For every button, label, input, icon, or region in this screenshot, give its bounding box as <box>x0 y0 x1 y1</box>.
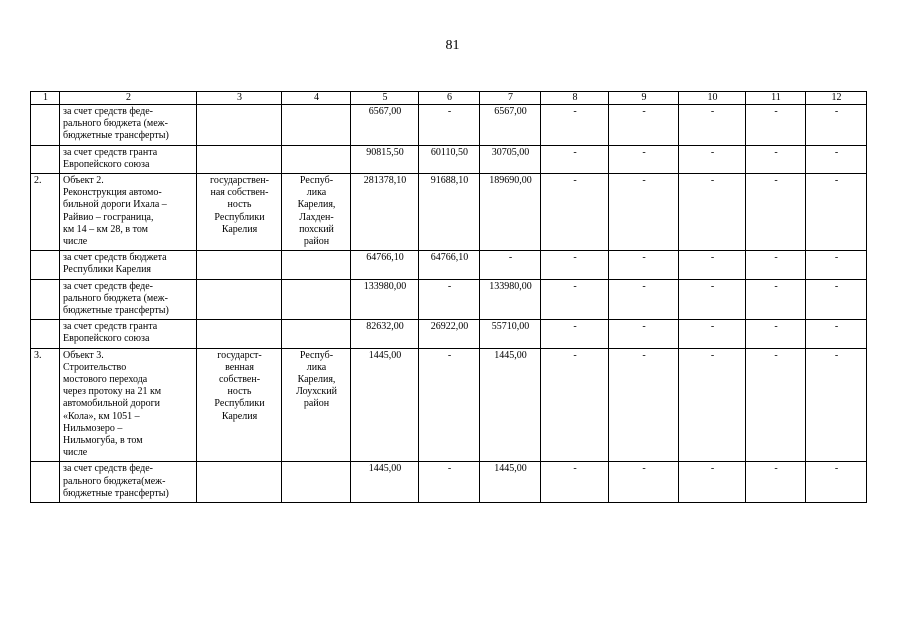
amount-col6-cell: 91688,10 <box>419 174 480 251</box>
amount-col7-cell: 133980,00 <box>480 279 541 320</box>
amount-col7-cell: 189690,00 <box>480 174 541 251</box>
total-amount-cell: 281378,10 <box>351 174 419 251</box>
col11-cell: - <box>746 251 806 279</box>
amount-col7-cell: 30705,00 <box>480 145 541 173</box>
col11-cell: - <box>746 174 806 251</box>
header-cell-12: 12 <box>806 92 867 105</box>
table-row <box>31 462 867 503</box>
location-cell <box>282 462 351 503</box>
item-description-cell: за счет средств бюджета Республики Карелия <box>60 251 197 279</box>
col8-cell: - <box>541 320 609 348</box>
col8-cell: - <box>541 279 609 320</box>
amount-col7-cell: - <box>480 251 541 279</box>
ownership-cell <box>197 251 282 279</box>
ownership-cell <box>197 105 282 146</box>
col10-cell: - <box>679 105 746 146</box>
col10-cell: - <box>679 174 746 251</box>
header-cell-11: 11 <box>746 92 806 105</box>
col10-cell: - <box>679 462 746 503</box>
total-amount-cell: 64766,10 <box>351 251 419 279</box>
col8-cell: - <box>541 348 609 462</box>
total-amount-cell: 6567,00 <box>351 105 419 146</box>
ownership-cell: государствен- ная собствен- ность Республики Карелия <box>197 174 282 251</box>
header-cell-3: 3 <box>197 92 282 105</box>
item-description-cell: за счет средств феде- рального бюджета(меж- бюджетные трансферты) <box>60 462 197 503</box>
table-row <box>31 105 867 146</box>
item-description-cell: Объект 3. Строительство мостового перехода через протоку на 21 км автомобильной дороги «Кола», км 1051 – Нильмозеро – Нильмогуба, в том числе <box>60 348 197 462</box>
row-number-cell <box>31 320 60 348</box>
col8-cell: - <box>541 462 609 503</box>
col12-cell: - <box>806 348 867 462</box>
col12-cell: - <box>806 462 867 503</box>
amount-col7-cell: 55710,00 <box>480 320 541 348</box>
item-description-cell: за счет средств гранта Европейского союза <box>60 145 197 173</box>
page-number: 81 <box>445 38 460 53</box>
header-cell-10: 10 <box>679 92 746 105</box>
total-amount-cell: 1445,00 <box>351 348 419 462</box>
col9-cell: - <box>609 348 679 462</box>
row-number-cell: 3. <box>31 348 60 462</box>
data-table <box>30 91 867 503</box>
header-row <box>31 92 867 105</box>
col12-cell: - <box>806 279 867 320</box>
col12-cell: - <box>806 145 867 173</box>
col10-cell: - <box>679 320 746 348</box>
col10-cell: - <box>679 279 746 320</box>
col11-cell: - <box>746 105 806 146</box>
ownership-cell <box>197 145 282 173</box>
row-number-cell <box>31 251 60 279</box>
ownership-cell <box>197 462 282 503</box>
row-number-cell: 2. <box>31 174 60 251</box>
col9-cell: - <box>609 174 679 251</box>
item-description-cell: за счет средств гранта Европейского союза <box>60 320 197 348</box>
table-row <box>31 279 867 320</box>
col8-cell: - <box>541 145 609 173</box>
col9-cell: - <box>609 105 679 146</box>
amount-col6-cell: - <box>419 348 480 462</box>
table-row <box>31 320 867 348</box>
location-cell: Респуб- лика Карелия, Лахден- похский район <box>282 174 351 251</box>
amount-col6-cell: - <box>419 279 480 320</box>
col11-cell: - <box>746 348 806 462</box>
location-cell <box>282 105 351 146</box>
location-cell <box>282 145 351 173</box>
col8-cell: - <box>541 251 609 279</box>
col8-cell: - <box>541 174 609 251</box>
location-cell <box>282 279 351 320</box>
amount-col6-cell: 64766,10 <box>419 251 480 279</box>
amount-col6-cell: - <box>419 462 480 503</box>
location-cell: Респуб- лика Карелия, Лоухский район <box>282 348 351 462</box>
total-amount-cell: 133980,00 <box>351 279 419 320</box>
total-amount-cell: 82632,00 <box>351 320 419 348</box>
col10-cell: - <box>679 251 746 279</box>
row-number-cell <box>31 462 60 503</box>
ownership-cell <box>197 279 282 320</box>
col11-cell: - <box>746 145 806 173</box>
col11-cell: - <box>746 279 806 320</box>
col11-cell: - <box>746 462 806 503</box>
table-row <box>31 174 867 251</box>
header-cell-7: 7 <box>480 92 541 105</box>
total-amount-cell: 90815,50 <box>351 145 419 173</box>
amount-col7-cell: 1445,00 <box>480 348 541 462</box>
amount-col6-cell: - <box>419 105 480 146</box>
col9-cell: - <box>609 251 679 279</box>
col10-cell: - <box>679 145 746 173</box>
col12-cell: - <box>806 320 867 348</box>
header-cell-5: 5 <box>351 92 419 105</box>
row-number-cell <box>31 145 60 173</box>
header-cell-4: 4 <box>282 92 351 105</box>
ownership-cell <box>197 320 282 348</box>
item-description-cell: Объект 2. Реконструкция автомо- бильной дороги Ихала – Райвио – госграница, км 14 – км 28, в том числе <box>60 174 197 251</box>
col12-cell: - <box>806 174 867 251</box>
item-description-cell: за счет средств феде- рального бюджета (меж- бюджетные трансферты) <box>60 279 197 320</box>
row-number-cell <box>31 279 60 320</box>
col10-cell: - <box>679 348 746 462</box>
table-row <box>31 348 867 462</box>
amount-col7-cell: 6567,00 <box>480 105 541 146</box>
col9-cell: - <box>609 279 679 320</box>
table-row <box>31 145 867 173</box>
col8-cell: - <box>541 105 609 146</box>
amount-col6-cell: 26922,00 <box>419 320 480 348</box>
header-cell-8: 8 <box>541 92 609 105</box>
header-cell-2: 2 <box>60 92 197 105</box>
col12-cell: - <box>806 105 867 146</box>
header-cell-1: 1 <box>31 92 60 105</box>
col9-cell: - <box>609 462 679 503</box>
amount-col7-cell: 1445,00 <box>480 462 541 503</box>
row-number-cell <box>31 105 60 146</box>
location-cell <box>282 251 351 279</box>
item-description-cell: за счет средств феде- рального бюджета (меж- бюджетные трансферты) <box>60 105 197 146</box>
amount-col6-cell: 60110,50 <box>419 145 480 173</box>
col9-cell: - <box>609 320 679 348</box>
table-body <box>31 92 867 503</box>
col9-cell: - <box>609 145 679 173</box>
col12-cell: - <box>806 251 867 279</box>
header-cell-9: 9 <box>609 92 679 105</box>
ownership-cell: государст- венная собствен- ность Республики Карелия <box>197 348 282 462</box>
header-cell-6: 6 <box>419 92 480 105</box>
total-amount-cell: 1445,00 <box>351 462 419 503</box>
location-cell <box>282 320 351 348</box>
col11-cell: - <box>746 320 806 348</box>
table-row <box>31 251 867 279</box>
